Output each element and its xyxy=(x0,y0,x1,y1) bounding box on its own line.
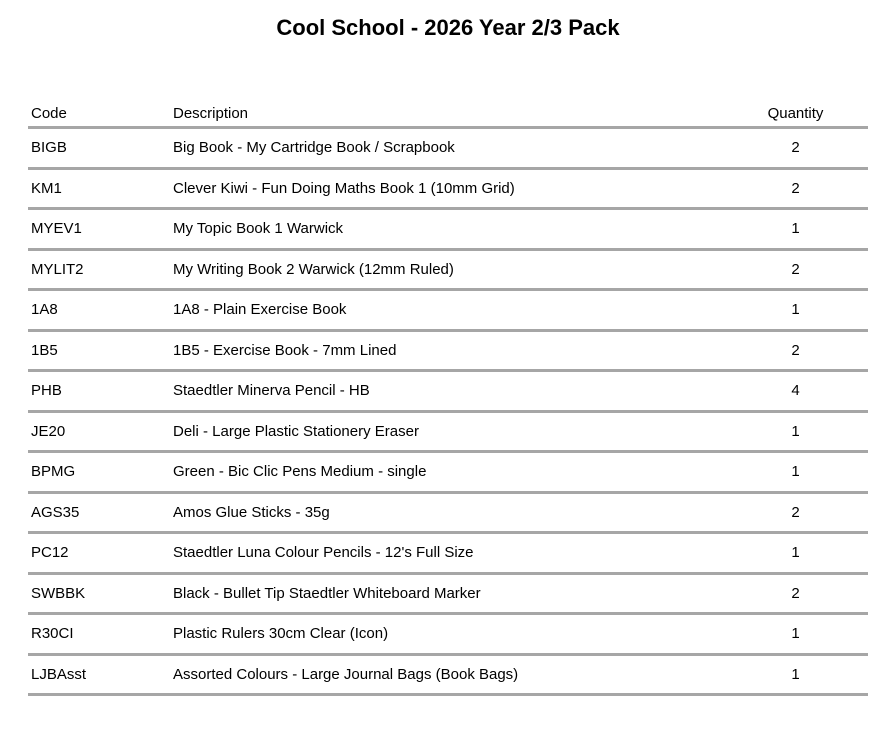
table-row xyxy=(28,533,868,574)
cell-code: R30CI xyxy=(28,614,170,655)
cell-quantity: 2 xyxy=(723,249,868,290)
cell-code: 1B5 xyxy=(28,330,170,371)
cell-description: My Writing Book 2 Warwick (12mm Ruled) xyxy=(170,249,723,290)
table-body xyxy=(28,128,868,695)
cell-description: Assorted Colours - Large Journal Bags (Book Bags) xyxy=(170,654,723,695)
table-row xyxy=(28,411,868,452)
table-row xyxy=(28,209,868,250)
table-header-row xyxy=(28,100,868,128)
column-header-description: Description xyxy=(170,100,723,128)
cell-code: PC12 xyxy=(28,533,170,574)
cell-code: 1A8 xyxy=(28,290,170,331)
table-row xyxy=(28,452,868,493)
cell-code: SWBBK xyxy=(28,573,170,614)
table-row xyxy=(28,128,868,169)
cell-description: Deli - Large Plastic Stationery Eraser xyxy=(170,411,723,452)
cell-description: Green - Bic Clic Pens Medium - single xyxy=(170,452,723,493)
cell-quantity: 1 xyxy=(723,614,868,655)
cell-description: Plastic Rulers 30cm Clear (Icon) xyxy=(170,614,723,655)
table-row xyxy=(28,654,868,695)
cell-description: My Topic Book 1 Warwick xyxy=(170,209,723,250)
cell-quantity: 1 xyxy=(723,533,868,574)
cell-description: Big Book - My Cartridge Book / Scrapbook xyxy=(170,128,723,169)
table-row xyxy=(28,614,868,655)
cell-quantity: 2 xyxy=(723,128,868,169)
cell-code: LJBAsst xyxy=(28,654,170,695)
cell-description: 1A8 - Plain Exercise Book xyxy=(170,290,723,331)
cell-description: Clever Kiwi - Fun Doing Maths Book 1 (10mm Grid) xyxy=(170,168,723,209)
column-header-quantity: Quantity xyxy=(723,100,868,128)
cell-description: Amos Glue Sticks - 35g xyxy=(170,492,723,533)
cell-code: MYEV1 xyxy=(28,209,170,250)
table-row xyxy=(28,249,868,290)
cell-quantity: 2 xyxy=(723,168,868,209)
table-row xyxy=(28,371,868,412)
cell-description: Black - Bullet Tip Staedtler Whiteboard Marker xyxy=(170,573,723,614)
cell-quantity: 1 xyxy=(723,290,868,331)
column-header-code: Code xyxy=(28,100,170,128)
table-row xyxy=(28,492,868,533)
cell-code: JE20 xyxy=(28,411,170,452)
cell-quantity: 2 xyxy=(723,330,868,371)
cell-quantity: 2 xyxy=(723,573,868,614)
items-table xyxy=(28,100,868,696)
cell-code: KM1 xyxy=(28,168,170,209)
cell-code: AGS35 xyxy=(28,492,170,533)
table-row xyxy=(28,168,868,209)
table-row xyxy=(28,330,868,371)
cell-code: PHB xyxy=(28,371,170,412)
table-row xyxy=(28,573,868,614)
cell-quantity: 1 xyxy=(723,452,868,493)
table-row xyxy=(28,290,868,331)
cell-description: Staedtler Luna Colour Pencils - 12's Full Size xyxy=(170,533,723,574)
cell-quantity: 2 xyxy=(723,492,868,533)
cell-code: MYLIT2 xyxy=(28,249,170,290)
cell-quantity: 1 xyxy=(723,654,868,695)
cell-quantity: 1 xyxy=(723,209,868,250)
cell-description: Staedtler Minerva Pencil - HB xyxy=(170,371,723,412)
cell-code: BIGB xyxy=(28,128,170,169)
cell-quantity: 4 xyxy=(723,371,868,412)
cell-code: BPMG xyxy=(28,452,170,493)
page-title: Cool School - 2026 Year 2/3 Pack xyxy=(276,15,620,40)
cell-description: 1B5 - Exercise Book - 7mm Lined xyxy=(170,330,723,371)
cell-quantity: 1 xyxy=(723,411,868,452)
